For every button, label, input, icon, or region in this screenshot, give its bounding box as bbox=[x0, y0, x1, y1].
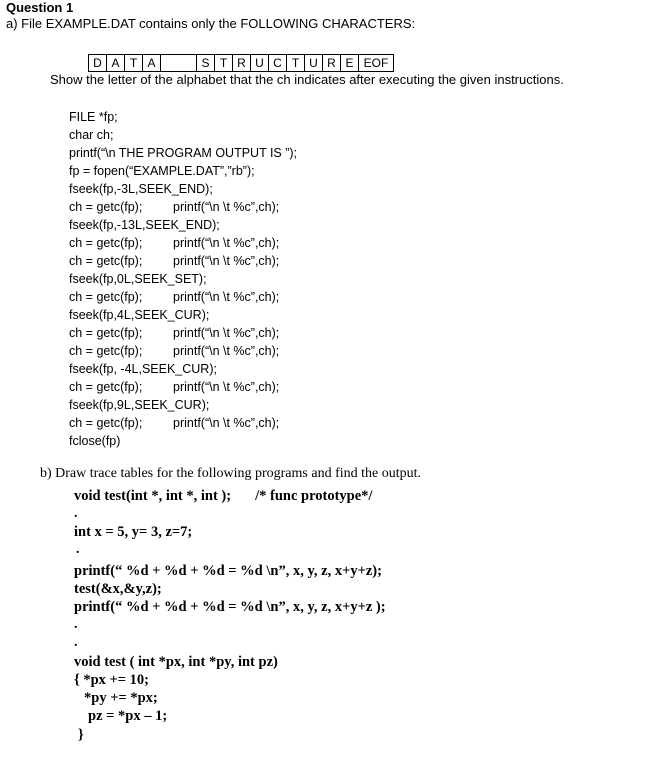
character-table bbox=[88, 54, 394, 72]
code-line: fp = fopen(“EXAMPLE.DAT”,”rb”); bbox=[69, 164, 255, 178]
char-cell: E bbox=[341, 55, 359, 71]
code-line: fseek(fp,9L,SEEK_CUR); bbox=[69, 398, 210, 412]
char-cell: T bbox=[287, 55, 305, 71]
code-line: ch = getc(fp); printf(“\n \t %c”,ch); bbox=[69, 416, 280, 430]
code-line: ch = getc(fp); printf(“\n \t %c”,ch); bbox=[69, 344, 280, 358]
printf-line-2: printf(“ %d + %d + %d = %d \n”, x, y, z, x+y+z ); bbox=[74, 599, 386, 615]
printf-line-1: printf(“ %d + %d + %d = %d \n”, x, y, z, x+y+z); bbox=[74, 563, 382, 579]
prototype-line: void test(int *, int *, int ); /* func prototype*/ bbox=[74, 488, 373, 504]
code-line: ch = getc(fp); printf(“\n \t %c”,ch); bbox=[69, 200, 280, 214]
func-close-brace: } bbox=[78, 727, 84, 743]
code-line: char ch; bbox=[69, 128, 114, 142]
char-cell: D bbox=[89, 55, 107, 71]
char-cell: U bbox=[251, 55, 269, 71]
code-line: fseek(fp,0L,SEEK_SET); bbox=[69, 272, 207, 286]
char-cell: A bbox=[143, 55, 161, 71]
char-cell-space bbox=[161, 55, 197, 71]
code-line: fclose(fp) bbox=[69, 434, 121, 448]
code-line: ch = getc(fp); printf(“\n \t %c”,ch); bbox=[69, 380, 280, 394]
code-line: ch = getc(fp); printf(“\n \t %c”,ch); bbox=[69, 236, 280, 250]
func-body-line-1: { *px += 10; bbox=[74, 672, 150, 688]
dot-marker: . bbox=[74, 617, 78, 632]
char-cell: U bbox=[305, 55, 323, 71]
char-cell: T bbox=[215, 55, 233, 71]
char-cell: A bbox=[107, 55, 125, 71]
char-cell: R bbox=[233, 55, 251, 71]
declaration-line: int x = 5, y= 3, z=7; bbox=[74, 524, 193, 540]
code-line: fseek(fp,-3L,SEEK_END); bbox=[69, 182, 213, 196]
code-line: fseek(fp, -4L,SEEK_CUR); bbox=[69, 362, 217, 376]
dot-marker: . bbox=[74, 506, 78, 521]
func-body-line-3: pz = *px – 1; bbox=[88, 708, 168, 724]
code-line: fseek(fp,-13L,SEEK_END); bbox=[69, 218, 220, 232]
part-a-instruction: Show the letter of the alphabet that the ch indicates after executing the given instructions. bbox=[50, 72, 564, 87]
code-line: printf(“\n THE PROGRAM OUTPUT IS ”); bbox=[69, 146, 298, 160]
part-a-prompt: a) File EXAMPLE.DAT contains only the FOLLOWING CHARACTERS: bbox=[6, 16, 416, 31]
char-cell: C bbox=[269, 55, 287, 71]
part-b-prompt: b) Draw trace tables for the following programs and find the output. bbox=[40, 466, 422, 481]
code-line: ch = getc(fp); printf(“\n \t %c”,ch); bbox=[69, 254, 280, 268]
question-title: Question 1 bbox=[6, 0, 74, 15]
code-line: ch = getc(fp); printf(“\n \t %c”,ch); bbox=[69, 290, 280, 304]
dot-marker: . bbox=[76, 542, 80, 557]
char-cell: R bbox=[323, 55, 341, 71]
func-header: void test ( int *px, int *py, int pz) bbox=[74, 654, 278, 670]
code-line: FILE *fp; bbox=[69, 110, 118, 124]
code-line: ch = getc(fp); printf(“\n \t %c”,ch); bbox=[69, 326, 280, 340]
code-line: fseek(fp,4L,SEEK_CUR); bbox=[69, 308, 210, 322]
char-cell-eof: EOF bbox=[363, 56, 389, 70]
dot-marker: . bbox=[74, 635, 78, 650]
code-block-a bbox=[69, 108, 297, 450]
char-cell: S bbox=[197, 55, 215, 71]
call-line: test(&x,&y,z); bbox=[74, 581, 162, 597]
func-body-line-2: *py += *px; bbox=[84, 690, 158, 706]
char-cell: T bbox=[125, 55, 143, 71]
